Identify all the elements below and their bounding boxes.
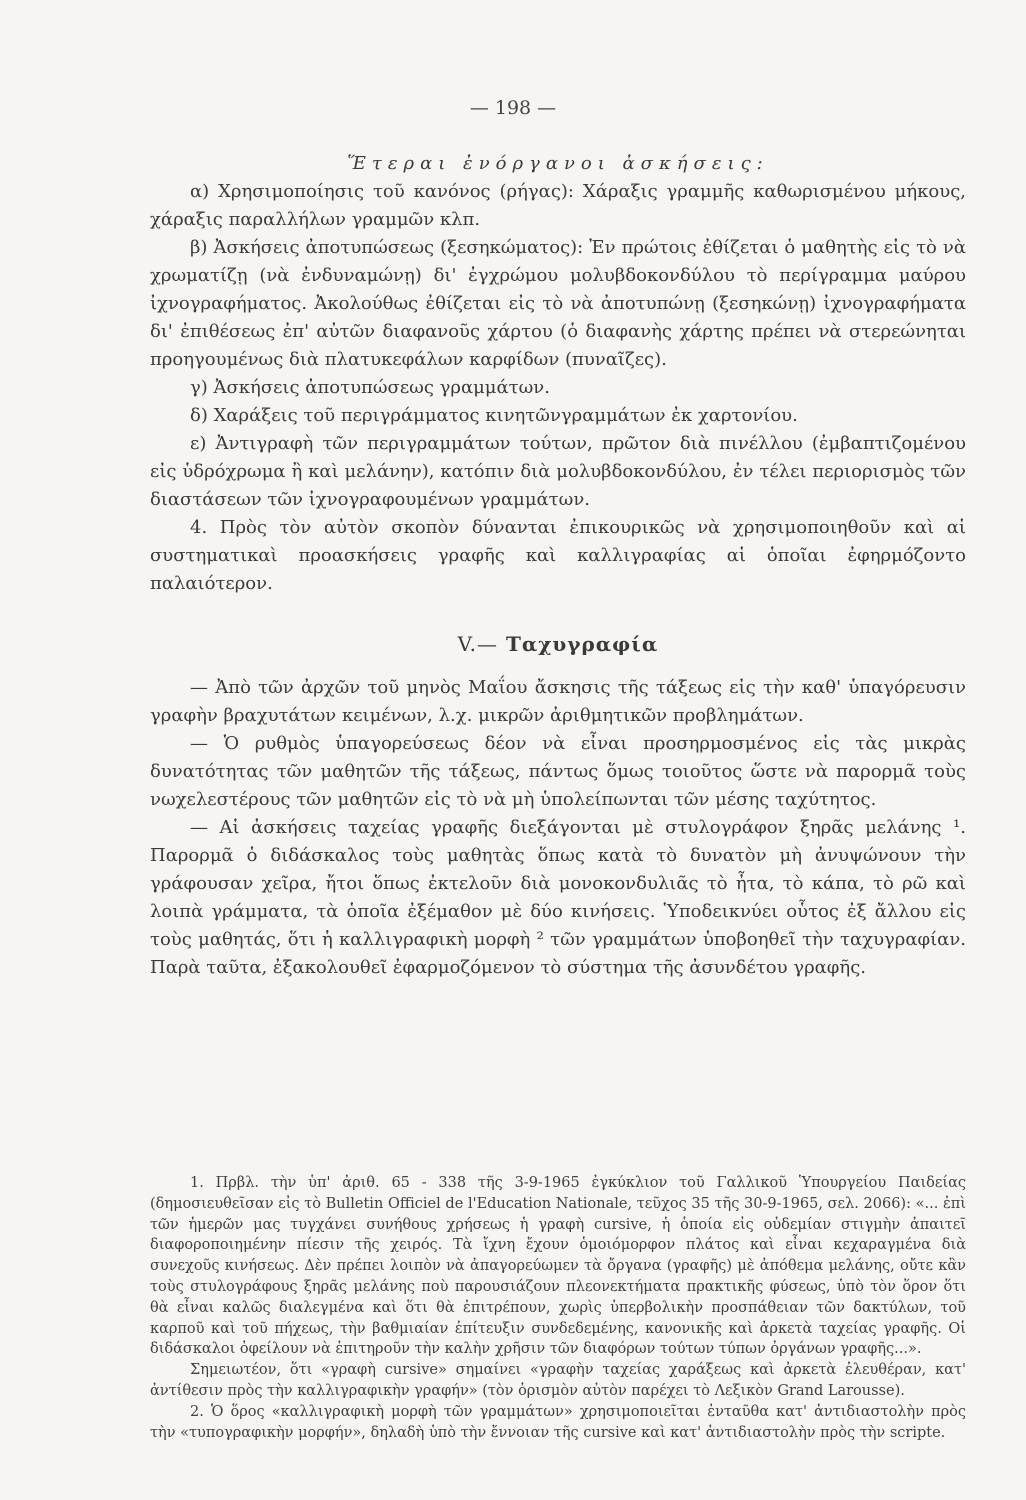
paragraph-e: ε) Ἀντιγραφὴ τῶν περιγραμμάτων τούτων, πρῶτον διὰ πινέλλου (ἐμβαπτιζομένου εἰς ὑδρόχρωμα ἢ καὶ μελάνην), κατόπιν διὰ μολυβδοκονδύλου, ἐν τέλει περιορισμὸς τῶν διαστάσεων τῶν ἰχνογραφουμένων γραμμάτων. <box>150 433 966 510</box>
paragraph-a: α) Χρησιμοποίησις τοῦ κανόνος (ρήγας): Χάραξις γραμμῆς καθωρισμένου μήκους, χάραξις παραλλήλων γραμμῶν κλπ. <box>150 181 966 230</box>
subheading: Ἕτεραι ἐνόργανοι ἀσκήσεις: <box>347 153 769 174</box>
section-title: Ταχυγραφία <box>505 632 659 656</box>
section-paragraph-3: — Αἱ ἀσκήσεις ταχείας γραφῆς διεξάγονται μὲ στυλογράφον ξηρᾶς μελάνης ¹. Παρορμᾶ ὁ διδάσκαλος τοὺς μαθητὰς ὅπως κατὰ τὸ δυνατὸν μὴ ἀνυψώνουν τὴν γράφουσαν χεῖρα, ἤτοι ὅπως ἐκτελοῦν διὰ μονοκονδυλιᾶς τὸ ἦτα, τὸ κάπα, τὸ ρῶ καὶ λοιπὰ γράμματα, τὰ ὁποῖα ἐξέμαθον μὲ δύο κινήσεις. Ὑποδεικνύει οὗτος ἐξ ἄλλου εἰς τοὺς μαθητάς, ὅτι ἡ καλλιγραφικὴ μορφὴ ² τῶν γραμμάτων ὑποβοηθεῖ τὴν ταχυγραφίαν. Παρὰ ταῦτα, ἐξακολουθεῖ ἐφαρμοζόμενον τὸ σύστημα τῆς ἀσυνδέτου γραφῆς. <box>150 817 966 978</box>
footnotes <box>150 1173 966 1443</box>
paragraph-b: β) Ἀσκήσεις ἀποτυπώσεως (ξεσηκώματος): Ἐν πρώτοις ἐθίζεται ὁ μαθητὴς εἰς τὸ νὰ χρωματίζῃ (νὰ ἐνδυναμώνῃ) δι' ἐγχρώμου μολυβδοκονδύλου τὸ περίγραμμα μαύρου ἰχνογραφήματος. Ἀκολούθως ἐθίζεται εἰς τὸ νὰ ἀποτυπώνῃ (ξεσηκώνῃ) ἰχνογραφήματα δι' ἐπιθέσεως ἐπ' αὐτῶν διαφανοῦς χάρτου (ὁ διαφανὴς χάρτης πρέπει νὰ στερεώνηται προηγουμένως διὰ πλατυκεφάλων καρφίδων (πυναῖζες). <box>150 237 966 370</box>
section-paragraph-2: — Ὁ ρυθμὸς ὑπαγορεύσεως δέον νὰ εἶναι προσηρμοσμένος εἰς τὰς μικρὰς δυνατότητας τῶν μαθητῶν τῆς τάξεως, πάντως ὅμως τοιοῦτος ὥστε νὰ παρορμᾶ τοὺς νωχελεστέρους τῶν μαθητῶν εἰς τὸ νὰ μὴ ὑπολείπωνται τῶν μέσης ταχύτητος. <box>150 733 966 810</box>
section-paragraph-1: — Ἀπὸ τῶν ἀρχῶν τοῦ μηνὸς Μαΐου ἄσκησις τῆς τάξεως εἰς τὴν καθ' ὑπαγόρευσιν γραφὴν βραχυτάτων κειμένων, λ.χ. μικρῶν ἀριθμητικῶν προβλημάτων. <box>150 677 966 726</box>
section-numeral: V.— <box>457 632 498 656</box>
footnote-1-continuation: Σημειωτέον, ὅτι «γραφὴ cursive» σημαίνει «γραφὴν ταχείας χαράξεως καὶ ἀρκετὰ ἐλευθέραν, κατ' ἀντίθεσιν πρὸς τὴν καλλιγραφικὴν γραφήν» (τὸν ὁρισμὸν αὐτὸν παρέχει τὸ Λεξικὸν Grand Larousse). <box>150 1362 966 1399</box>
paragraph-4: 4. Πρὸς τὸν αὐτὸν σκοπὸν δύνανται ἐπικουρικῶς νὰ χρησιμοποιηθοῦν καὶ αἱ συστηματικαὶ προασκήσεις γραφῆς καὶ καλλιγραφίας αἱ ὁποῖαι ἐφηρμόζοντο παλαιότερον. <box>150 517 966 594</box>
page-number: — 198 — <box>469 97 557 119</box>
paragraph-c: γ) Ἀσκήσεις ἀποτυπώσεως γραμμάτων. <box>190 377 550 398</box>
footnote-1: 1. Πρβλ. τὴν ὑπ' ἀριθ. 65 - 338 τῆς 3-9-1965 ἐγκύκλιον τοῦ Γαλλικοῦ Ὑπουργείου Παιδείας (δημοσιευθεῖσαν εἰς τὸ Bulletin Officiel de l'Education Nationale, τεῦχος 35 τῆς 30-9-1965, σελ. 2066): «... ἐπὶ τῶν ἡμερῶν μας τυγχάνει συνήθους χρήσεως ἡ γραφὴ cursive, ἡ ὁποία εἰς οὐδεμίαν στιγμὴν ἀπαιτεῖ διαφοροποιημένην πίεσιν τῆς χειρός. Τὰ ἴχνη ἔχουν ὁμοιόμορφον πλάτος καὶ εἶναι κεχαραγμένα διὰ συνεχοῦς κινήσεως. Δὲν πρέπει λοιπὸν νὰ ἀπαγορεύωμεν τὰ ὄργανα (γραφῆς) μὲ ἀπόθεμα μελάνης, οὔτε κἂν τοὺς στυλογράφους ξηρᾶς μελάνης ποὺ παρουσιάζουν πλεονεκτήματα πρακτικῆς φύσεως, ὑπὸ τὸν ὅρον ὅτι θὰ εἶναι καλῶς διαλεγμένα καὶ ὅτι θὰ ἐπιτρέπουν, χωρὶς ὑπερβολικὴν προσπάθειαν τῶν δακτύλων, τοῦ καρποῦ καὶ τοῦ πήχεως, τὴν βαθμιαίαν ἐπίτευξιν συνδεδεμένης, κανονικῆς καὶ ἀρκετὰ ταχείας γραφῆς. Οἱ διδάσκαλοι ὀφείλουν νὰ ἐπιτηροῦν τὴν καλὴν χρῆσιν τῶν διαφόρων τούτων τύπων ὀργάνων γραφῆς...». <box>150 1175 966 1358</box>
main-text <box>150 150 966 982</box>
section-heading <box>150 630 966 658</box>
footnote-2: 2. Ὁ ὅρος «καλλιγραφικὴ μορφὴ τῶν γραμμάτων» χρησιμοποιεῖται ἐνταῦθα κατ' ἀντιδιαστολὴν πρὸς τὴν «τυπογραφικὴν μορφήν», δηλαδὴ ὑπὸ τὴν ἔννοιαν τῆς cursive καὶ κατ' ἀντιδιαστολὴν πρὸς τὴν scripte. <box>150 1403 966 1441</box>
paragraph-d: δ) Χαράξεις τοῦ περιγράμματος κινητῶνγραμμάτων ἐκ χαρτονίου. <box>190 405 798 426</box>
